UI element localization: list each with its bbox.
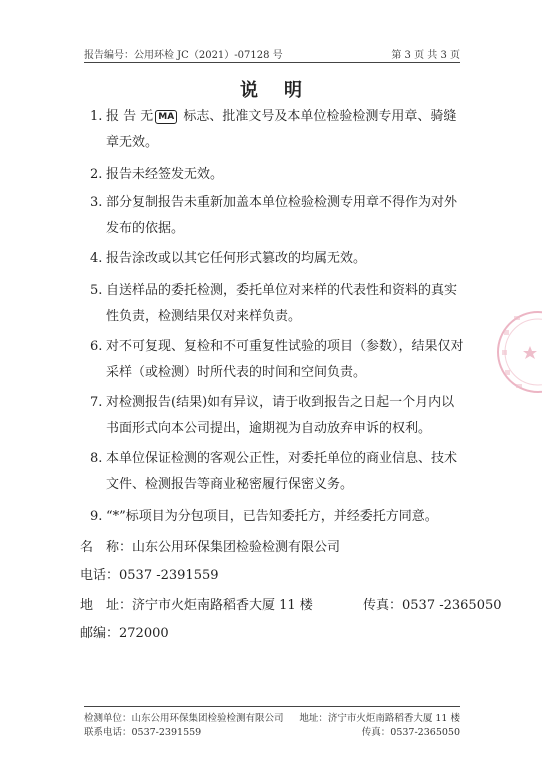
item-number: 9. xyxy=(90,509,103,524)
footer-row xyxy=(84,710,460,724)
company-name: 名 称：山东公用环保集团检验检测有限公司 xyxy=(80,540,341,555)
item-text: “*”标项目为分包项目，已告知委托方，并经委托方同意。 xyxy=(106,509,438,524)
footer-row xyxy=(84,724,460,738)
list-item xyxy=(86,390,466,442)
footer-fax: 传真：0537-2365050 xyxy=(361,727,460,738)
list-item xyxy=(86,246,466,272)
item-text: 对不可复现、复检和不可重复性试验的项目（参数），结果仅对采样（或检测）时所代表的时间和空间负责。 xyxy=(106,339,464,380)
page-title: 说明 xyxy=(240,80,328,101)
company-address-row xyxy=(80,596,502,616)
item-text-part: 报 告 无 xyxy=(106,109,154,124)
footer-address: 地址：济宁市火炬南路稻香大厦 11 楼 xyxy=(299,713,460,724)
item-text: 自送样品的委托检测，委托单位对来样的代表性和资料的真实性负责，检测结果仅对来样负责。 xyxy=(106,283,458,324)
footer-divider xyxy=(84,706,460,707)
report-number: 报告编号：公用环检 JC（2021）-07128 号 xyxy=(84,50,283,61)
seal-stamp-icon xyxy=(478,300,542,410)
item-text: 对检测报告(结果)如有异议，请于收到报告之日起一个月内以书面形式向本公司提出，逾期视为自动放弃申诉的权利。 xyxy=(106,395,455,436)
company-postcode: 邮编：272000 xyxy=(80,626,169,641)
item-text: 部分复制报告未重新加盖本单位检验检测专用章不得作为对外发布的依据。 xyxy=(106,195,458,236)
cma-mark-icon: MA xyxy=(155,110,177,124)
header-divider xyxy=(84,62,460,63)
item-number: 8. xyxy=(90,451,103,466)
list-item xyxy=(86,334,466,386)
footer-unit: 检测单位：山东公用环保集团检验检测有限公司 xyxy=(84,713,284,724)
item-text-part: 标志、批准文号及本单位检验检测专用章、骑缝章无效。 xyxy=(106,109,457,150)
company-address: 地 址：济宁市火炬南路稻香大厦 11 楼 xyxy=(80,598,313,613)
page-number: 第 3 页 共 3 页 xyxy=(391,50,460,61)
list-item xyxy=(86,278,466,330)
list-item xyxy=(86,446,466,498)
list-item xyxy=(86,190,466,242)
item-text: 报告未经签发无效。 xyxy=(106,167,224,182)
company-phone: 电话：0537 -2391559 xyxy=(80,568,219,583)
company-fax: 传真：0537 -2365050 xyxy=(363,598,502,613)
item-text xyxy=(86,104,466,156)
item-number: 5. xyxy=(90,283,103,298)
item-number: 3. xyxy=(90,195,103,210)
list-item xyxy=(86,104,466,156)
item-number: 2. xyxy=(90,167,103,182)
item-number: 7. xyxy=(90,395,103,410)
item-text: 报告涂改或以其它任何形式篡改的均属无效。 xyxy=(106,251,367,266)
list-item xyxy=(86,504,466,530)
footer-phone: 联系电话：0537-2391559 xyxy=(84,727,202,738)
item-number: 6. xyxy=(90,339,103,354)
item-number: 1. xyxy=(90,109,103,124)
item-number: 4. xyxy=(90,251,103,266)
item-text: 本单位保证检测的客观公正性，对委托单位的商业信息、技术文件、检测报告等商业秘密履行保密义务。 xyxy=(106,451,458,492)
list-item xyxy=(86,162,466,188)
